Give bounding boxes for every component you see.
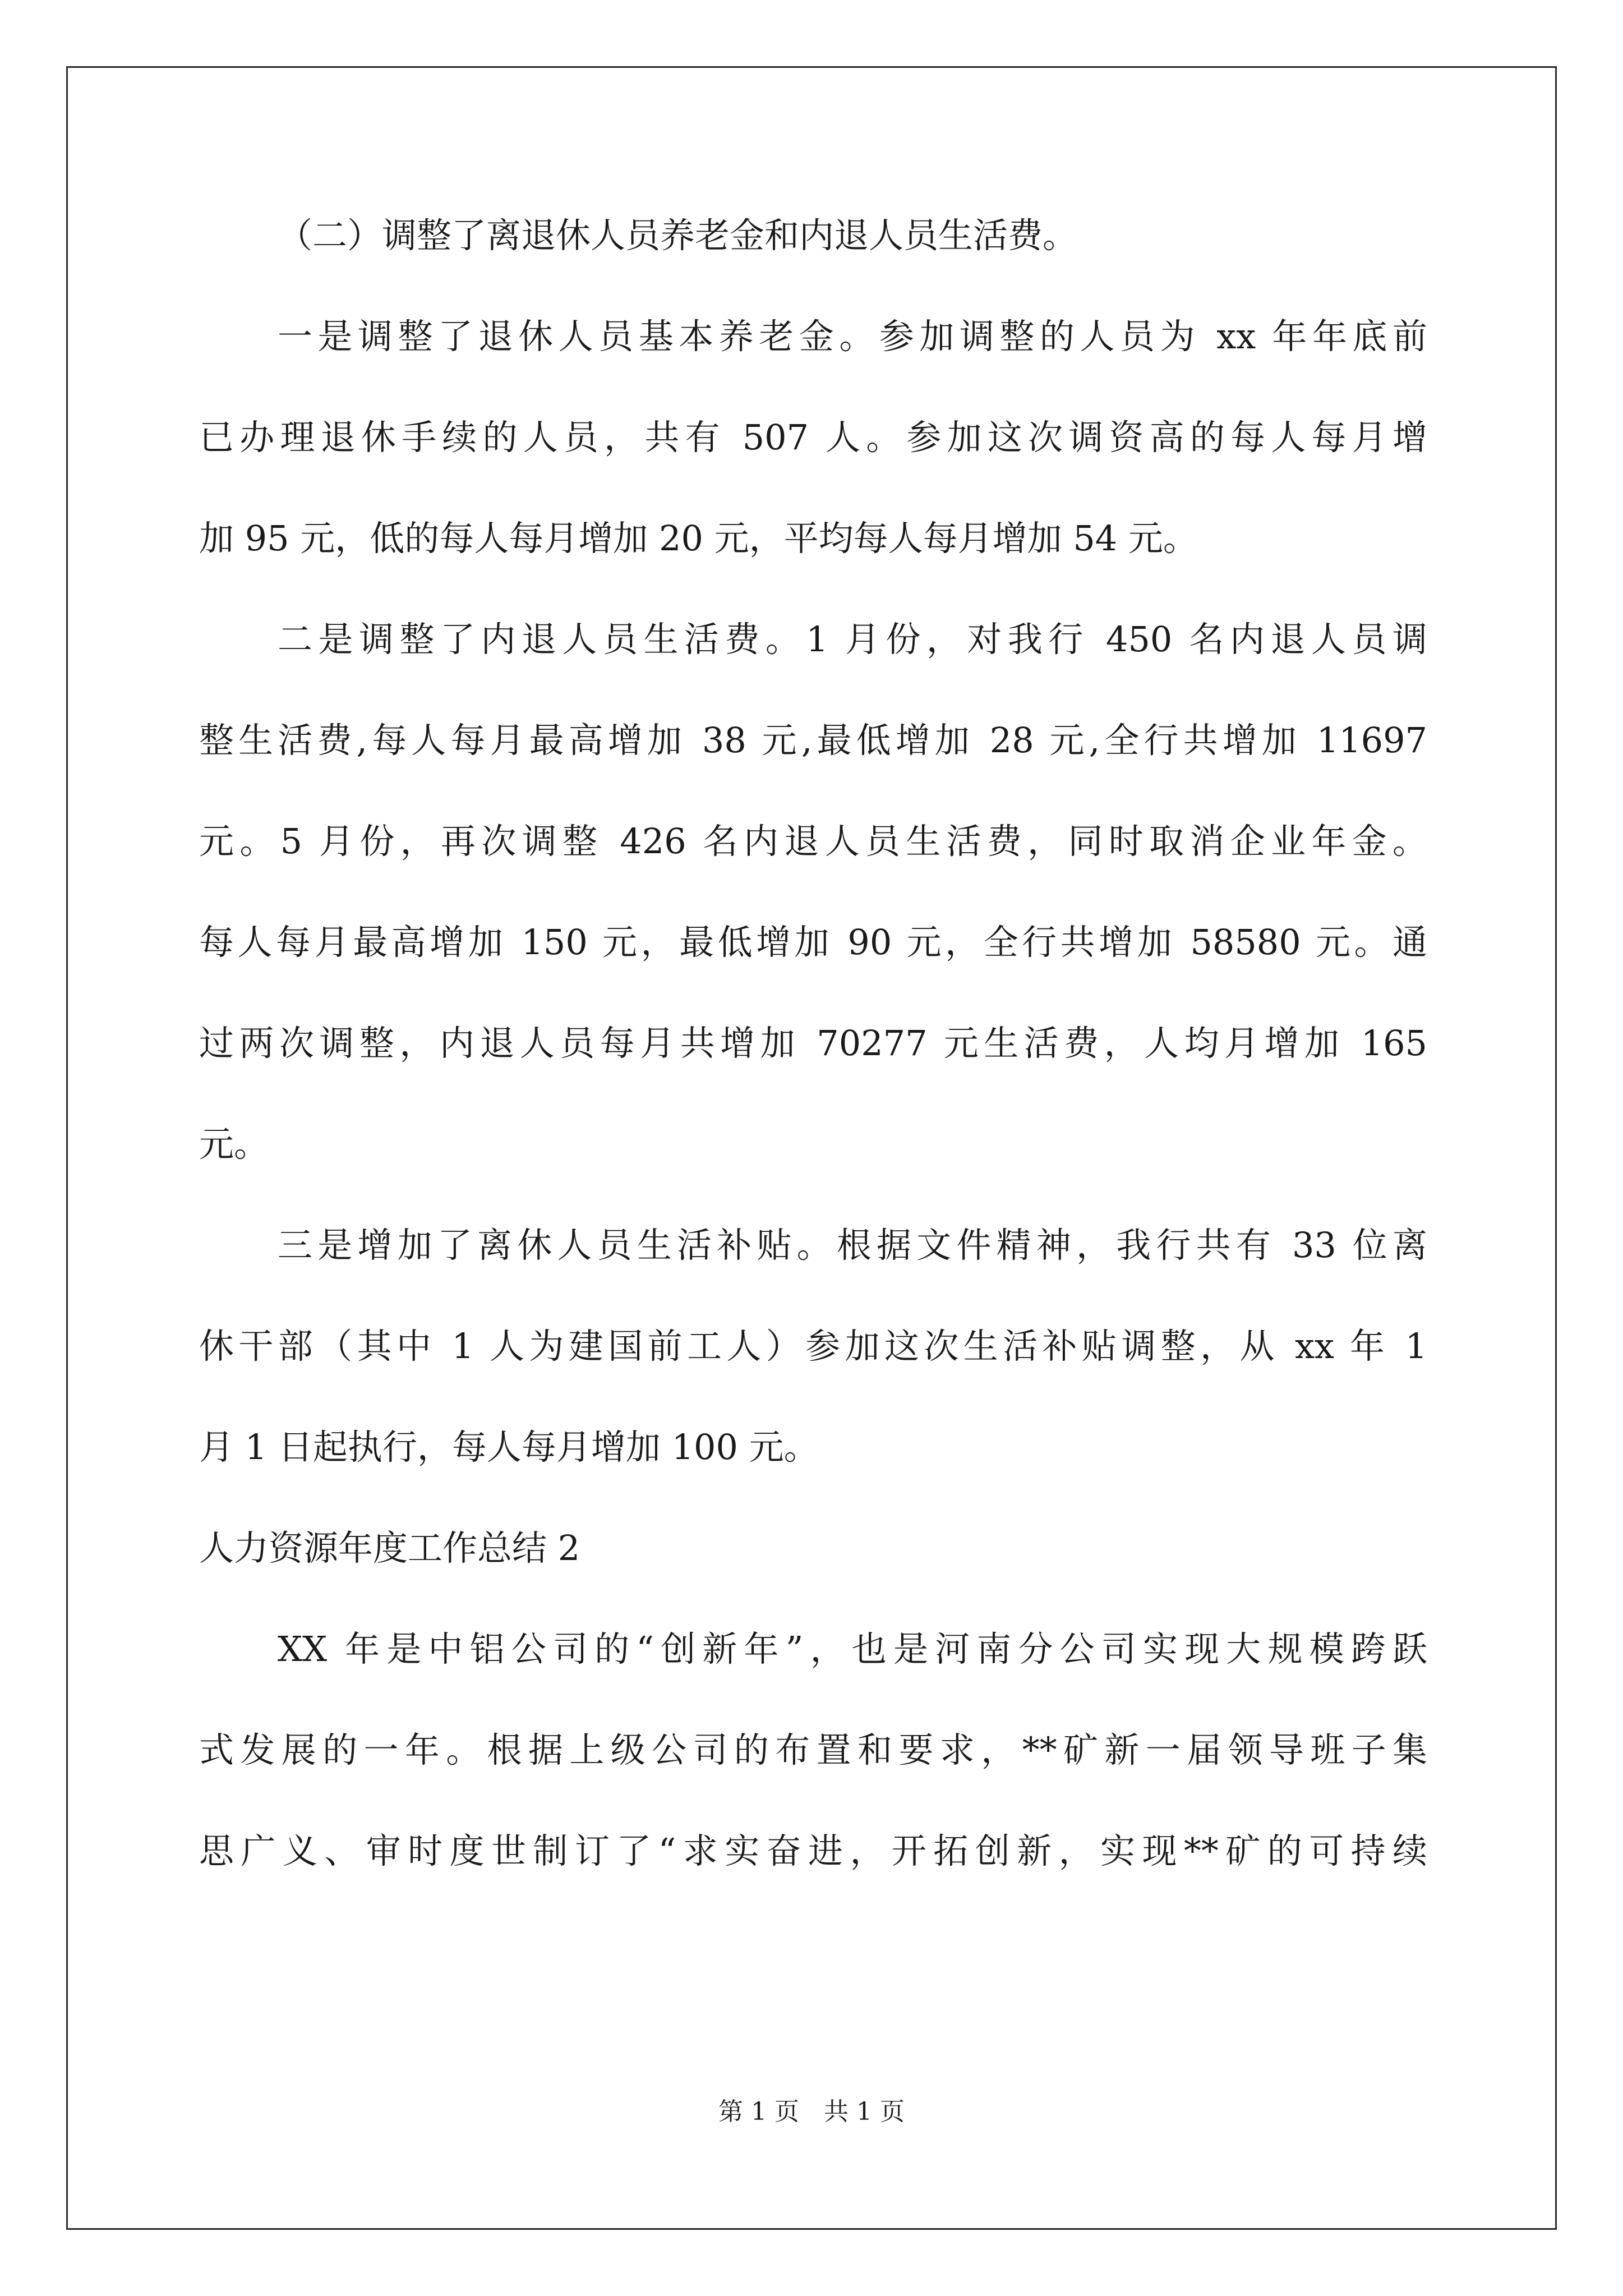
paragraph-line: 已办理退休手续的人员，共有 507 人。参加这次调资高的每人每月增 bbox=[199, 417, 1427, 458]
paragraph-line: 月 1 日起执行，每人每月增加 100 元。 bbox=[199, 1427, 819, 1467]
paragraph-line: 休干部（其中 1 人为建国前工人）参加这次生活补贴调整，从 xx 年 1 bbox=[199, 1326, 1427, 1366]
paragraph-line: 二是调整了内退人员生活费。1 月份，对我行 450 名内退人员调 bbox=[278, 619, 1427, 660]
paragraph-line: 每人每月最高增加 150 元，最低增加 90 元，全行共增加 58580 元。通 bbox=[199, 922, 1427, 963]
paragraph-line: 三是增加了离休人员生活补贴。根据文件精神，我行共有 33 位离 bbox=[278, 1225, 1427, 1266]
page-footer: 第 1 页 共 1 页 bbox=[718, 2097, 905, 2126]
paragraph-line: 式发展的一年。根据上级公司的布置和要求，**矿新一届领导班子集 bbox=[199, 1729, 1427, 1770]
paragraph-line: 思广义、审时度世制订了“求实奋进，开拓创新，实现**矿的可持续 bbox=[199, 1830, 1427, 1871]
paragraph-line: 整生活费,每人每月最高增加 38 元,最低增加 28 元,全行共增加 11697 bbox=[199, 720, 1427, 761]
paragraph-line: 元。5 月份，再次调整 426 名内退人员生活费，同时取消企业年金。 bbox=[199, 821, 1427, 862]
paragraph-line: 加 95 元，低的每人每月增加 20 元，平均每人每月增加 54 元。 bbox=[199, 518, 1198, 559]
paragraph-line: XX 年是中铝公司的“创新年”，也是河南分公司实现大规模跨跃 bbox=[278, 1628, 1427, 1669]
section-heading: （二）调整了离退休人员养老金和内退人员生活费。 bbox=[278, 215, 1078, 256]
paragraph-line: 元。 bbox=[199, 1124, 269, 1165]
paragraph-line: 过两次调整，内退人员每月共增加 70277 元生活费，人均月增加 165 bbox=[199, 1023, 1427, 1064]
paragraph-line: 一是调整了退休人员基本养老金。参加调整的人员为 xx 年年底前 bbox=[278, 316, 1427, 357]
section-title: 人力资源年度工作总结 2 bbox=[199, 1527, 580, 1568]
